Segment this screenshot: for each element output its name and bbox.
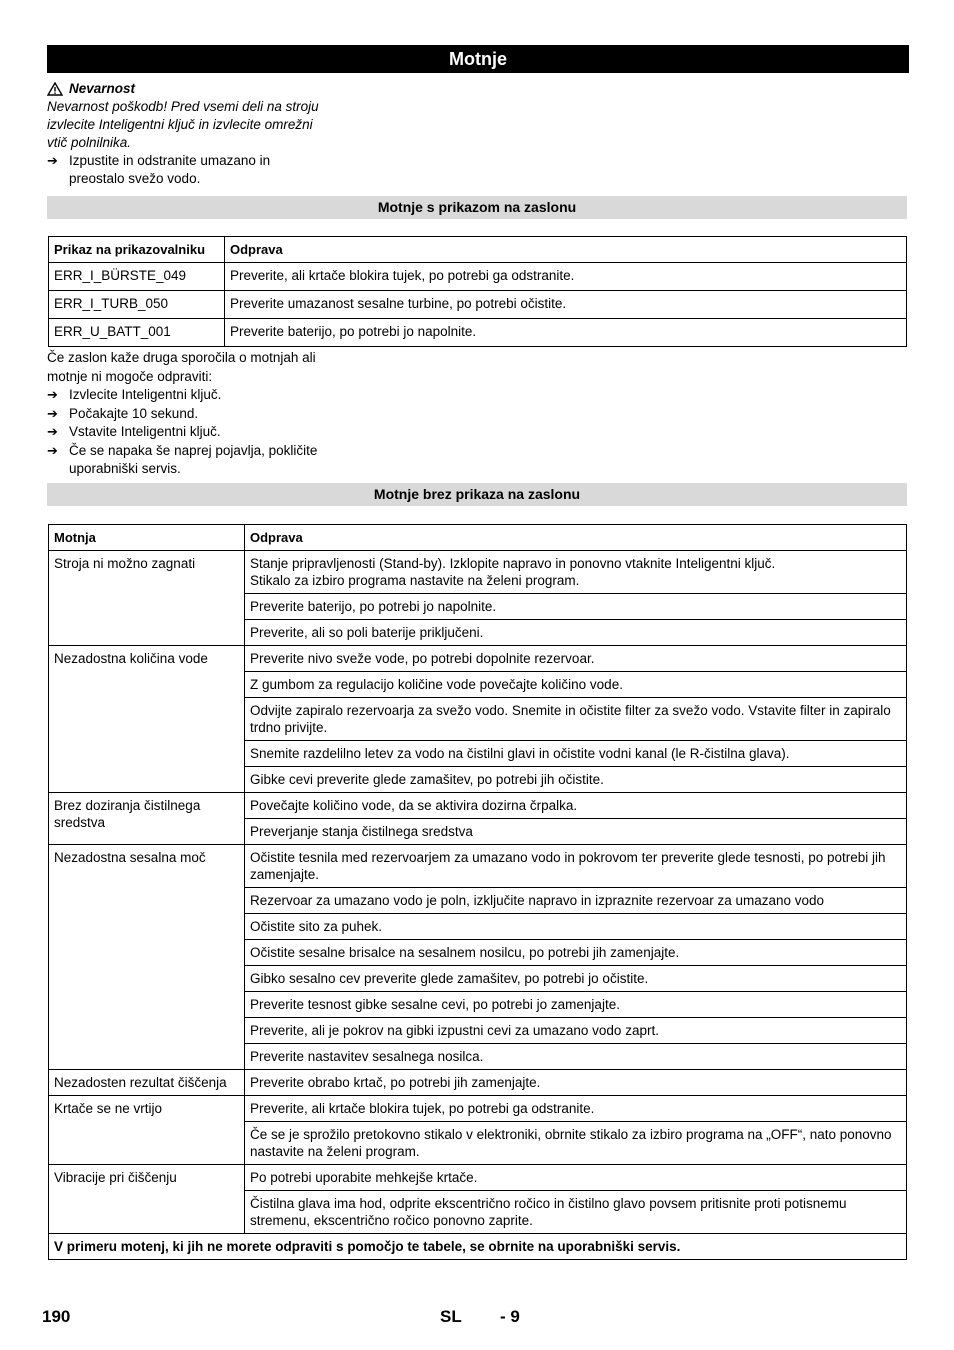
other-messages-note bbox=[47, 349, 337, 479]
remedy: Preverite baterijo, po potrebi jo napolnite. bbox=[245, 594, 907, 620]
remedy: Preverite nastavitev sesalnega nosilca. bbox=[245, 1044, 907, 1070]
table-row bbox=[49, 793, 907, 819]
remedy: Z gumbom za regulacijo količine vode povečajte količino vode. bbox=[245, 672, 907, 698]
fault-description: Krtače se ne vrtijo bbox=[49, 1096, 245, 1165]
remedy: Čistilna glava ima hod, odprite ekscentrično ročico in čistilno glavo povsem pritisnite proti potisnemu stremenu, ekscentrično ročico ponovno zaprite. bbox=[245, 1191, 907, 1234]
column-header: Prikaz na prikazovalniku bbox=[49, 237, 225, 263]
table-row bbox=[49, 1096, 907, 1122]
note-step: ➔ Če se napaka še naprej pojavlja, pokličite uporabniški servis. bbox=[47, 442, 318, 476]
table-row bbox=[49, 1165, 907, 1191]
language-code: SL bbox=[440, 1307, 462, 1326]
remedy: Preverite baterijo, po potrebi jo napolnite. bbox=[225, 319, 907, 347]
table-row bbox=[49, 291, 907, 319]
remedy: Snemite razdelilno letev za vodo na čistilni glavi in očistite vodni kanal (le R-čistilna glava). bbox=[245, 741, 907, 767]
arrow-right-icon: ➔ bbox=[47, 442, 58, 458]
note-intro: Če zaslon kaže druga sporočila o motnjah ali motnje ni mogoče odpraviti: bbox=[47, 350, 316, 384]
table-row bbox=[49, 1070, 907, 1096]
remedy: Preverite, ali krtače blokira tujek, po potrebi ga odstranite. bbox=[245, 1096, 907, 1122]
page-title: Motnje bbox=[47, 45, 909, 73]
note-step: ➔ Vstavite Inteligentni ključ. bbox=[47, 423, 337, 442]
danger-label: Nevarnost bbox=[69, 81, 136, 96]
remedy: Preverite nivo sveže vode, po potrebi dopolnite rezervoar. bbox=[245, 646, 907, 672]
danger-text: Nevarnost poškodb! Pred vsemi deli na stroju izvlecite Inteligentni ključ in izvlecite omrežni vtič polnilnika. bbox=[47, 99, 319, 150]
table-row bbox=[49, 845, 907, 888]
remedy: Očistite sesalne brisalce na sesalnem nosilcu, po potrebi jih zamenjajte. bbox=[245, 940, 907, 966]
remedy: Rezervoar za umazano vodo je poln, izključite napravo in izpraznite rezervoar za umazano vodo bbox=[245, 888, 907, 914]
table-row bbox=[49, 1234, 907, 1260]
error-code: ERR_I_TURB_050 bbox=[49, 291, 225, 319]
table-row bbox=[49, 551, 907, 594]
section-heading-display-faults: Motnje s prikazom na zaslonu bbox=[47, 196, 907, 219]
column-header: Odprava bbox=[225, 237, 907, 263]
nondisplay-faults-table bbox=[48, 524, 907, 1260]
section-page: - 9 bbox=[500, 1307, 520, 1326]
note-step: ➔ Izvlecite Inteligentni ključ. bbox=[47, 386, 337, 405]
remedy: Odvijte zapiralo rezervoarja za svežo vodo. Snemite in očistite filter za svežo vodo. Vstavite filter in zapiralo trdno privijte. bbox=[245, 698, 907, 741]
remedy: Gibko sesalno cev preverite glede zamašitev, po potrebi jo očistite. bbox=[245, 966, 907, 992]
fault-description: Vibracije pri čiščenju bbox=[49, 1165, 245, 1234]
page-number: 190 bbox=[42, 1307, 71, 1326]
table-row bbox=[49, 646, 907, 672]
warning-triangle-icon bbox=[47, 82, 63, 96]
remedy: Preverite, ali krtače blokira tujek, po potrebi ga odstranite. bbox=[225, 263, 907, 291]
remedy: Preverjanje stanja čistilnega sredstva bbox=[245, 819, 907, 845]
service-note: V primeru motenj, ki jih ne morete odpraviti s pomočjo te tabele, se obrnite na uporabniški servis. bbox=[49, 1234, 907, 1260]
fault-description: Brez doziranja čistilnega sredstva bbox=[49, 793, 245, 845]
table-header-row bbox=[49, 237, 907, 263]
remedy: Preverite, ali je pokrov na gibki izpustni cevi za umazano vodo zaprt. bbox=[245, 1018, 907, 1044]
remedy: Če se je sprožilo pretokovno stikalo v elektroniki, obrnite stikalo za izbiro programa na „OFF“, nato ponovno nastavite na želeni program. bbox=[245, 1122, 907, 1165]
remedy: Preverite tesnost gibke sesalne cevi, po potrebi jo zamenjajte. bbox=[245, 992, 907, 1018]
arrow-right-icon: ➔ bbox=[47, 424, 58, 439]
error-code: ERR_U_BATT_001 bbox=[49, 319, 225, 347]
display-faults-table bbox=[48, 236, 907, 347]
column-header: Odprava bbox=[245, 525, 907, 551]
table-row bbox=[49, 319, 907, 347]
table-row bbox=[49, 263, 907, 291]
fault-description: Stroja ni možno zagnati bbox=[49, 551, 245, 646]
note-step: ➔ Počakajte 10 sekund. bbox=[47, 405, 337, 424]
remedy: Preverite obrabo krtač, po potrebi jih zamenjajte. bbox=[245, 1070, 907, 1096]
remedy: Povečajte količino vode, da se aktivira dozirna črpalka. bbox=[245, 793, 907, 819]
arrow-right-icon: ➔ bbox=[47, 405, 58, 421]
arrow-right-icon: ➔ bbox=[47, 387, 58, 402]
table-header-row bbox=[49, 525, 907, 551]
remedy: Po potrebi uporabite mehkejše krtače. bbox=[245, 1165, 907, 1191]
column-header: Motnja bbox=[49, 525, 245, 551]
remedy: Očistite tesnila med rezervoarjem za umazano vodo in pokrovom ter preverite glede tesnosti, po potrebi jih zamenjajte. bbox=[245, 845, 907, 888]
fault-description: Nezadosten rezultat čiščenja bbox=[49, 1070, 245, 1096]
remedy: Preverite umazanost sesalne turbine, po potrebi očistite. bbox=[225, 291, 907, 319]
remedy: Stanje pripravljenosti (Stand-by). Izklopite napravo in ponovno vtaknite Inteligentni ključ. Stikalo za izbiro programa nastavite na želeni program. bbox=[245, 551, 907, 594]
arrow-right-icon: ➔ bbox=[47, 153, 58, 168]
remedy: Preverite, ali so poli baterije priključeni. bbox=[245, 620, 907, 646]
error-code: ERR_I_BÜRSTE_049 bbox=[49, 263, 225, 291]
remedy: Gibke cevi preverite glede zamašitev, po potrebi jih očistite. bbox=[245, 767, 907, 793]
section-heading-nondisplay-faults: Motnje brez prikaza na zaslonu bbox=[47, 483, 907, 506]
fault-description: Nezadostna količina vode bbox=[49, 646, 245, 793]
remedy: Očistite sito za puhek. bbox=[245, 914, 907, 940]
danger-step bbox=[47, 152, 327, 188]
fault-description: Nezadostna sesalna moč bbox=[49, 845, 245, 1070]
danger-notice bbox=[47, 80, 327, 188]
danger-step-text: Izpustite in odstranite umazano in preostalo svežo vodo. bbox=[69, 153, 271, 186]
